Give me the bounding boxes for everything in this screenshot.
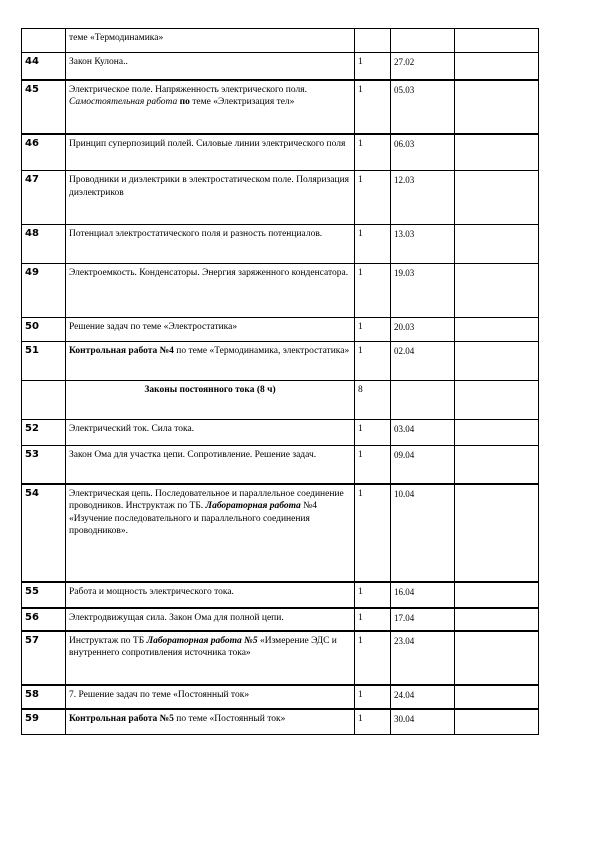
lesson-fact-date xyxy=(455,685,539,709)
table-row xyxy=(22,631,539,685)
lesson-number: 46 xyxy=(22,134,66,171)
lesson-hours: 1 xyxy=(355,709,391,735)
lesson-date: 27.02 xyxy=(391,53,455,80)
lesson-topic xyxy=(66,484,355,582)
table-row xyxy=(22,484,539,582)
lesson-date: 19.03 xyxy=(391,264,455,318)
lesson-date xyxy=(391,381,455,420)
topic-text: №4 «Изучение последовательного и параллельного соединения проводников». xyxy=(69,501,317,536)
lesson-number: 52 xyxy=(22,420,66,446)
lesson-number: 47 xyxy=(22,171,66,225)
lesson-fact-date xyxy=(455,134,539,171)
lesson-date: 05.03 xyxy=(391,80,455,134)
table-row xyxy=(22,80,539,134)
topic-bold-italic-text: Лабораторная работа №5 xyxy=(146,635,258,646)
lesson-hours: 1 xyxy=(355,631,391,685)
lesson-date: 16.04 xyxy=(391,582,455,608)
lesson-date: 17.04 xyxy=(391,608,455,631)
lesson-topic: Закон Ома для участка цепи. Сопротивление. Решение задач. xyxy=(66,446,355,484)
table-row xyxy=(22,53,539,80)
lesson-number: 48 xyxy=(22,225,66,264)
table-row xyxy=(22,446,539,484)
lesson-topic: Электродвижущая сила. Закон Ома для полной цепи. xyxy=(66,608,355,631)
lesson-fact-date xyxy=(455,318,539,342)
lesson-date: 12.03 xyxy=(391,171,455,225)
lesson-hours: 1 xyxy=(355,134,391,171)
table-row xyxy=(22,134,539,171)
lesson-fact-date xyxy=(455,484,539,582)
lesson-date: 13.03 xyxy=(391,225,455,264)
table-row xyxy=(22,608,539,631)
topic-text: Инструктаж по ТБ xyxy=(69,635,147,646)
topic-italic-text: Самостоятельная работа xyxy=(69,97,178,107)
lesson-topic: теме «Термодинамика» xyxy=(66,29,355,53)
topic-bold-text: по xyxy=(177,97,190,107)
lesson-number xyxy=(22,381,66,420)
table-row xyxy=(22,342,539,381)
lesson-fact-date xyxy=(455,80,539,134)
lesson-fact-date xyxy=(455,171,539,225)
table-row xyxy=(22,264,539,318)
lesson-fact-date xyxy=(455,608,539,631)
lesson-hours: 1 xyxy=(355,446,391,484)
lesson-hours: 1 xyxy=(355,225,391,264)
lesson-number: 55 xyxy=(22,582,66,608)
table-row xyxy=(22,225,539,264)
lesson-number: 53 xyxy=(22,446,66,484)
lesson-hours: 1 xyxy=(355,582,391,608)
lesson-number: 58 xyxy=(22,685,66,709)
lesson-hours xyxy=(355,29,391,53)
lesson-date xyxy=(391,29,455,53)
lesson-topic xyxy=(66,631,355,685)
table-row xyxy=(22,685,539,709)
table-row xyxy=(22,381,539,420)
lesson-topic: Решение задач по теме «Электростатика» xyxy=(66,318,355,342)
topic-text: Электрическое поле. Напряженность электрического поля. xyxy=(69,84,307,95)
table-row xyxy=(22,582,539,608)
topic-text: Электрическая цепь. Последовательное и параллельное соединение проводников. Инструктаж по ТБ. xyxy=(69,488,344,511)
section-heading: Законы постоянного тока (8 ч) xyxy=(66,381,355,420)
lesson-fact-date xyxy=(455,420,539,446)
lesson-topic: Принцип суперпозиций полей. Силовые линии электрического поля xyxy=(66,134,355,171)
topic-bold-text: Контрольная работа №4 xyxy=(69,346,174,356)
lesson-topic: Потенциал электростатического поля и разность потенциалов. xyxy=(66,225,355,264)
lesson-hours: 1 xyxy=(355,342,391,381)
lesson-topic xyxy=(66,80,355,134)
lesson-fact-date xyxy=(455,29,539,53)
lesson-hours: 1 xyxy=(355,171,391,225)
lesson-number: 44 xyxy=(22,53,66,80)
topic-text: по теме «Термодинамика, электростатика» xyxy=(173,346,350,356)
lesson-date: 30.04 xyxy=(391,709,455,735)
lesson-date: 06.03 xyxy=(391,134,455,171)
lesson-fact-date xyxy=(455,709,539,735)
lesson-topic: Электроемкость. Конденсаторы. Энергия заряженного конденсатора. xyxy=(66,264,355,318)
lesson-fact-date xyxy=(455,381,539,420)
lesson-plan-table xyxy=(21,28,539,735)
lesson-topic: Закон Кулона.. xyxy=(66,53,355,80)
lesson-date: 09.04 xyxy=(391,446,455,484)
lesson-hours: 1 xyxy=(355,420,391,446)
lesson-fact-date xyxy=(455,582,539,608)
table-row xyxy=(22,420,539,446)
lesson-topic xyxy=(66,709,355,735)
lesson-fact-date xyxy=(455,446,539,484)
lesson-topic: Электрический ток. Сила тока. xyxy=(66,420,355,446)
lesson-number: 49 xyxy=(22,264,66,318)
lesson-hours: 1 xyxy=(355,53,391,80)
table-row xyxy=(22,29,539,53)
topic-text: «Измерение ЭДС и внутреннего сопротивления источника тока» xyxy=(69,635,337,658)
lesson-number: 51 xyxy=(22,342,66,381)
lesson-number: 45 xyxy=(22,80,66,134)
table-row xyxy=(22,318,539,342)
lesson-date: 20.03 xyxy=(391,318,455,342)
lesson-topic: Работа и мощность электрического тока. xyxy=(66,582,355,608)
topic-bold-italic-text: Лабораторная работа xyxy=(205,501,301,511)
lesson-hours: 1 xyxy=(355,80,391,134)
lesson-number: 54 xyxy=(22,484,66,582)
table-row xyxy=(22,171,539,225)
lesson-fact-date xyxy=(455,342,539,381)
lesson-topic: 7. Решение задач по теме «Постоянный ток» xyxy=(66,685,355,709)
lesson-hours: 8 xyxy=(355,381,391,420)
topic-text: теме «Электризация тел» xyxy=(189,97,295,107)
lesson-fact-date xyxy=(455,264,539,318)
lesson-date: 10.04 xyxy=(391,484,455,582)
lesson-number: 50 xyxy=(22,318,66,342)
lesson-number: 59 xyxy=(22,709,66,735)
lesson-hours: 1 xyxy=(355,484,391,582)
lesson-date: 02.04 xyxy=(391,342,455,381)
topic-text: по теме «Постоянный ток» xyxy=(173,713,286,724)
lesson-date: 23.04 xyxy=(391,631,455,685)
lesson-date: 03.04 xyxy=(391,420,455,446)
lesson-fact-date xyxy=(455,631,539,685)
lesson-hours: 1 xyxy=(355,608,391,631)
lesson-topic: Проводники и диэлектрики в электростатическом поле. Поляризация диэлектриков xyxy=(66,171,355,225)
lesson-topic xyxy=(66,342,355,381)
lesson-hours: 1 xyxy=(355,264,391,318)
lesson-number: 56 xyxy=(22,608,66,631)
topic-bold-text: Контрольная работа №5 xyxy=(69,713,174,724)
lesson-hours: 1 xyxy=(355,685,391,709)
lesson-hours: 1 xyxy=(355,318,391,342)
lesson-number: 57 xyxy=(22,631,66,685)
lesson-fact-date xyxy=(455,225,539,264)
lesson-number xyxy=(22,29,66,53)
lesson-fact-date xyxy=(455,53,539,80)
table-row xyxy=(22,709,539,735)
lesson-date: 24.04 xyxy=(391,685,455,709)
